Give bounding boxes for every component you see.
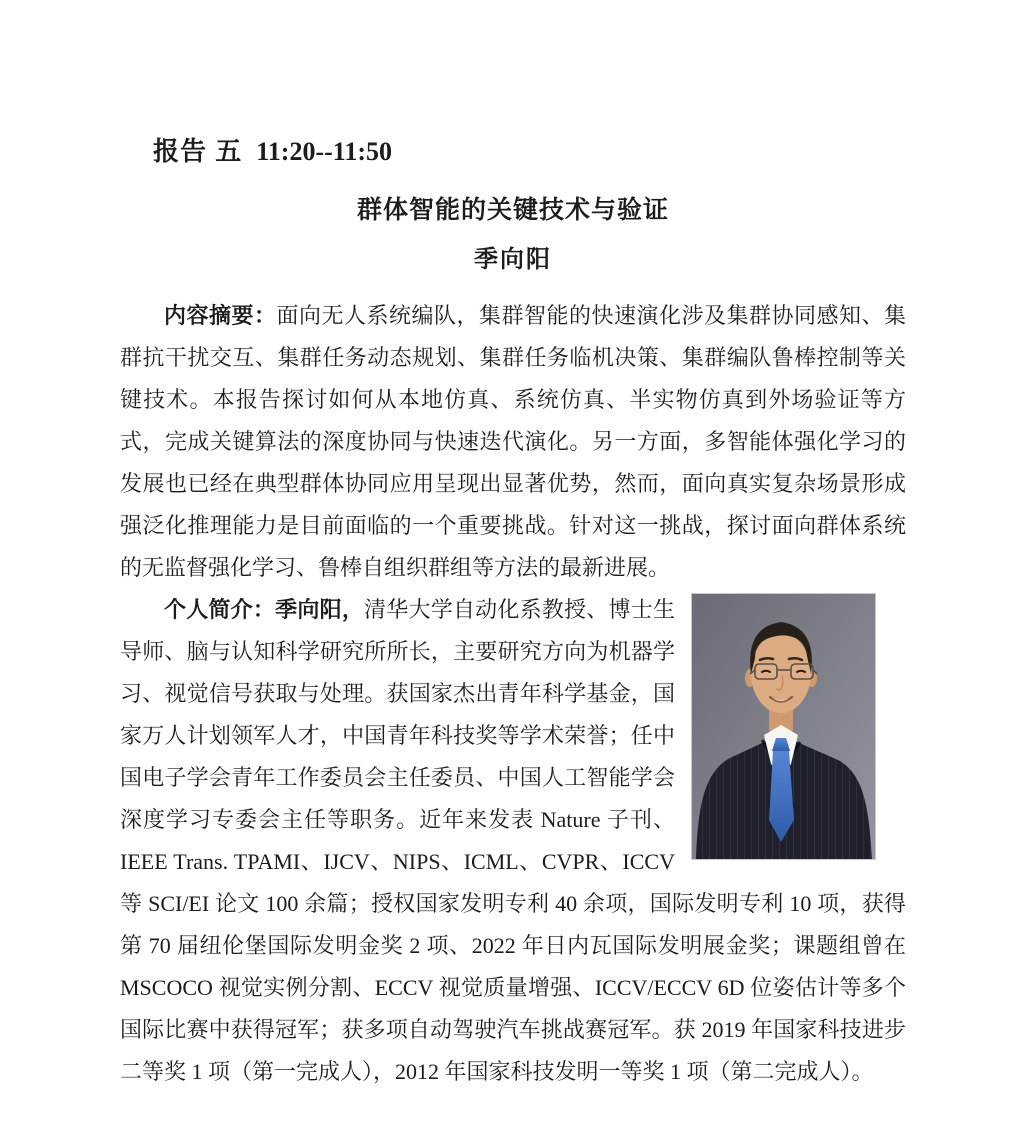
page-content bbox=[120, 134, 906, 1093]
abstract-label: 内容摘要： bbox=[164, 303, 277, 328]
speaker-photo bbox=[691, 593, 876, 860]
report-label: 报告 五 bbox=[153, 136, 243, 166]
report-heading bbox=[153, 134, 906, 169]
abstract-paragraph bbox=[120, 295, 906, 589]
talk-title: 群体智能的关键技术与验证 bbox=[356, 196, 669, 224]
speaker-portrait-image bbox=[692, 594, 875, 859]
bio-text: 清华大学自动化系教授、博士生导师、脑与认知科学研究所所长，主要研究方向为机器学习、视觉信号获取与处理。获国家杰出青年科学基金，国家万人计划领军人才，中国青年科技奖等学术荣誉；任中国电子学会青年工作委员会主任委员、中国人工智能学会深度学习专委会主任等职务。近年来发表 Nature 子刊、IEEE Trans. TPAMI、IJCV、NIPS、ICML、CVPR、ICCV 等 SCI/EI 论文 100 余篇；授权国家发明专利 40 余项，国际发明专利 10 项，获得第 70 届纽伦堡国际发明金奖 2 项、2022 年日内瓦国际发明展金奖；课题组曾在 MSCOCO 视觉实例分割、ECCV 视觉质量增强、ICCV/ECCV 6D 位姿估计等多个国际比赛中获得冠军；获多项自动驾驶汽车挑战赛冠军。获 2019 年国家科技进步二等奖 1 项（第一完成人），2012 年国家科技发明一等奖 1 项（第二完成人）。 bbox=[120, 597, 906, 1084]
report-time: 11:20--11:50 bbox=[256, 137, 392, 166]
speaker-name: 季向阳 bbox=[474, 246, 552, 273]
abstract-text: 面向无人系统编队，集群智能的快速演化涉及集群协同感知、集群抗干扰交互、集群任务动态规划、集群任务临机决策、集群编队鲁棒控制等关键技术。本报告探讨如何从本地仿真、系统仿真、半实物仿真到外场验证等方式，完成关键算法的深度协同与快速迭代演化。另一方面，多智能体强化学习的发展也已经在典型群体协同应用呈现出显著优势，然而，面向真实复杂场景形成强泛化推理能力是目前面临的一个重要挑战。针对这一挑战，探讨面向群体系统的无监督强化学习、鲁棒自组织群组等方法的最新进展。 bbox=[120, 303, 906, 580]
bio-speaker-name: 季向阳， bbox=[275, 597, 365, 622]
bio-label: 个人简介： bbox=[164, 597, 276, 622]
bio-paragraph bbox=[120, 589, 906, 1093]
